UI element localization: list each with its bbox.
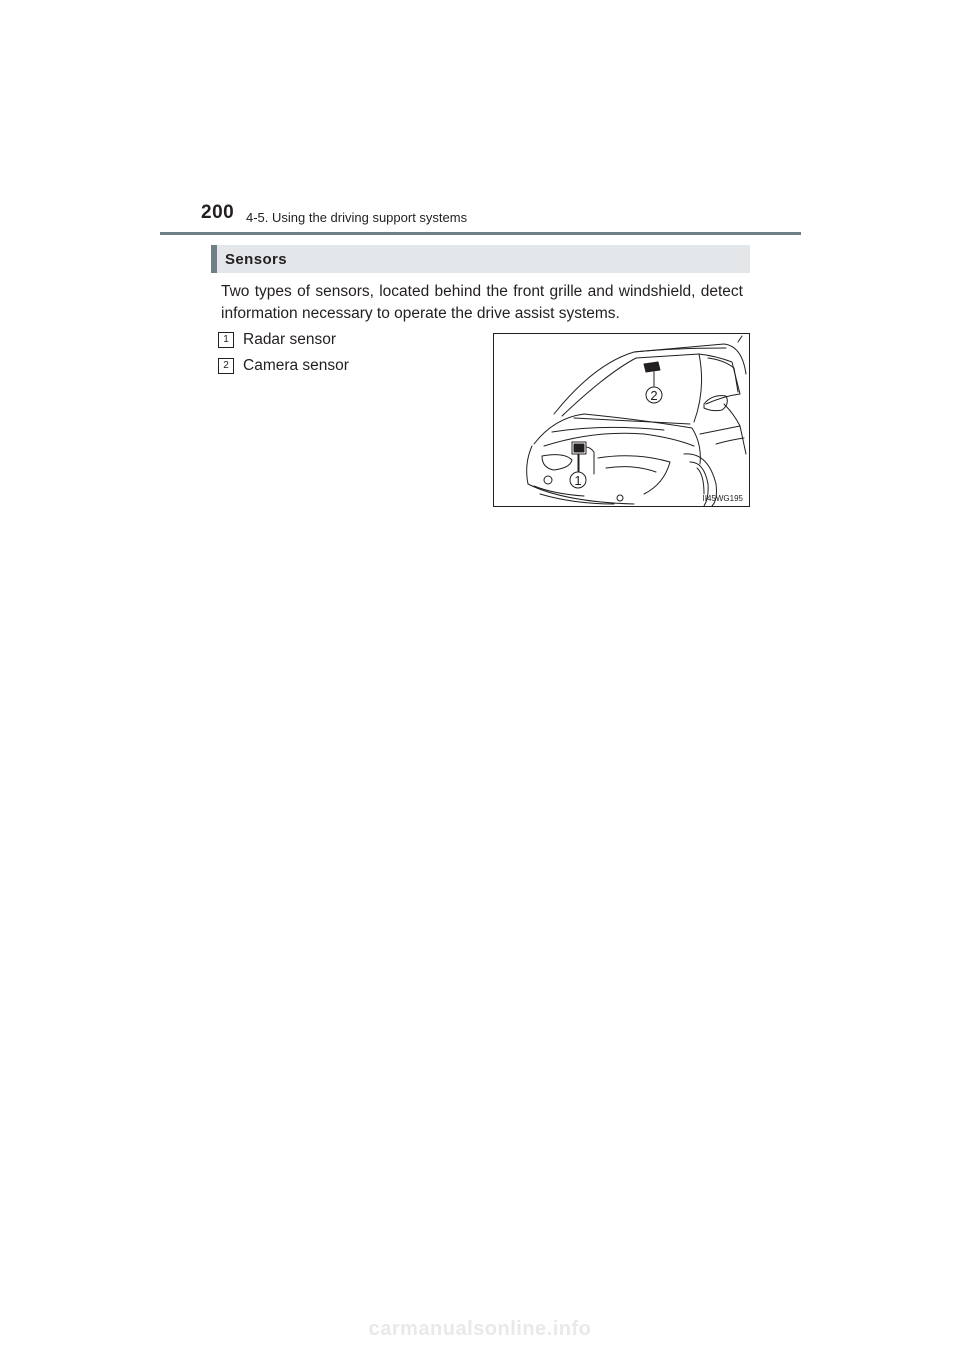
section-heading: Sensors [225, 251, 287, 268]
heading-accent [211, 245, 217, 273]
footer-watermark: carmanualsonline.info [368, 1318, 592, 1340]
number-box-1: 1 [218, 332, 234, 348]
list-item-label: Radar sensor [243, 331, 337, 348]
list-item-label: Camera sensor [243, 357, 349, 374]
page-number: 200 [201, 202, 235, 223]
list-item-radar-sensor [218, 331, 336, 349]
callout-1: 1 [574, 473, 582, 488]
list-item-camera-sensor [218, 357, 349, 375]
header-rule [160, 232, 801, 235]
section-heading-bar [211, 245, 750, 273]
illustration-code: II45WG195 [702, 494, 743, 503]
number-box-2: 2 [218, 358, 234, 374]
car-drawing [494, 334, 749, 506]
callout-2: 2 [650, 388, 658, 403]
car-sensor-illustration [493, 333, 750, 507]
section-path: 4-5. Using the driving support systems [246, 210, 468, 225]
body-paragraph: Two types of sensors, located behind the front grille and windshield, detect information necessary to operate the drive assist systems. [221, 283, 743, 322]
